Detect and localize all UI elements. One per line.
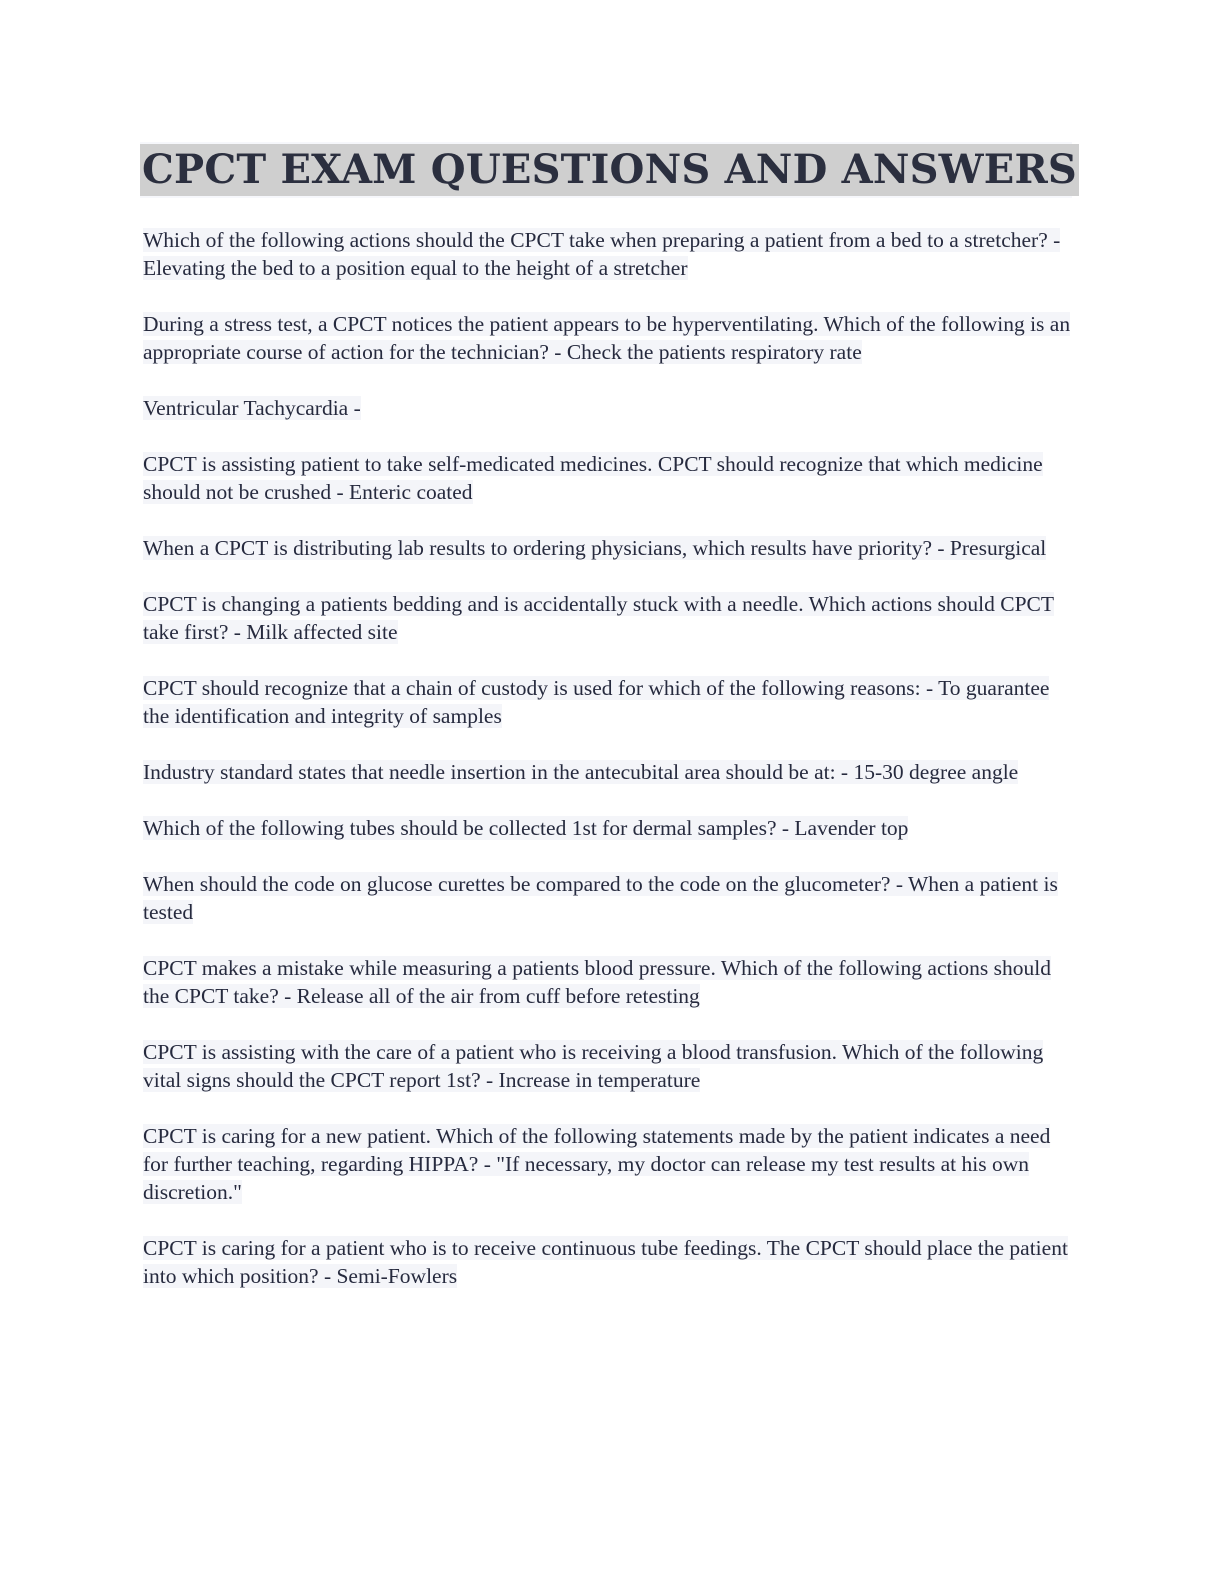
qa-text: CPCT is caring for a patient who is to receive continuous tube feedings. The CPCT should place the patient into which position? - Semi-Fowlers [143,1236,1068,1288]
qa-text: CPCT is caring for a new patient. Which of the following statements made by the patient indicates a need for further teaching, regarding HIPPA? - "If necessary, my doctor can release my test results at his own discretion." [143,1124,1051,1204]
qa-text: Ventricular Tachycardia - [143,396,361,420]
qa-text: Industry standard states that needle insertion in the antecubital area should be at: - 15-30 degree angle [143,760,1019,784]
qa-item [143,226,1073,282]
qa-text: Which of the following actions should the CPCT take when preparing a patient from a bed to a stretcher? - Elevating the bed to a position equal to the height of a stretcher [143,228,1061,280]
qa-text: When a CPCT is distributing lab results to ordering physicians, which results have priority? - Presurgical [143,536,1047,560]
qa-item [143,394,1073,422]
qa-item [143,590,1073,646]
qa-item [143,870,1073,926]
title-band [140,142,1078,198]
qa-text: CPCT is changing a patients bedding and is accidentally stuck with a needle. Which actions should CPCT take first? - Milk affected site [143,592,1055,644]
qa-text: Which of the following tubes should be collected 1st for dermal samples? - Lavender top [143,816,909,840]
qa-list [143,226,1073,1318]
qa-text: During a stress test, a CPCT notices the patient appears to be hyperventilating. Which of the following is an appropriate course of action for the technician? - Check the patients respiratory rate [143,312,1071,364]
qa-item [143,310,1073,366]
document-title: CPCT EXAM QUESTIONS AND ANSWERS [140,144,1079,196]
qa-text: CPCT should recognize that a chain of custody is used for which of the following reasons: - To guarantee the identification and integrity of samples [143,676,1050,728]
qa-text: CPCT is assisting with the care of a patient who is receiving a blood transfusion. Which of the following vital signs should the CPCT report 1st? - Increase in temperature [143,1040,1044,1092]
qa-item [143,674,1073,730]
qa-item [143,534,1073,562]
qa-item [143,954,1073,1010]
qa-text: CPCT is assisting patient to take self-medicated medicines. CPCT should recognize that which medicine should not be crushed - Enteric coated [143,452,1043,504]
qa-item [143,1234,1073,1290]
qa-item [143,1122,1073,1206]
qa-item [143,814,1073,842]
qa-item [143,450,1073,506]
qa-text: CPCT makes a mistake while measuring a patients blood pressure. Which of the following actions should the CPCT take? - Release all of the air from cuff before retesting [143,956,1052,1008]
qa-item [143,1038,1073,1094]
qa-item [143,758,1073,786]
qa-text: When should the code on glucose curettes be compared to the code on the glucometer? - When a patient is tested [143,872,1058,924]
